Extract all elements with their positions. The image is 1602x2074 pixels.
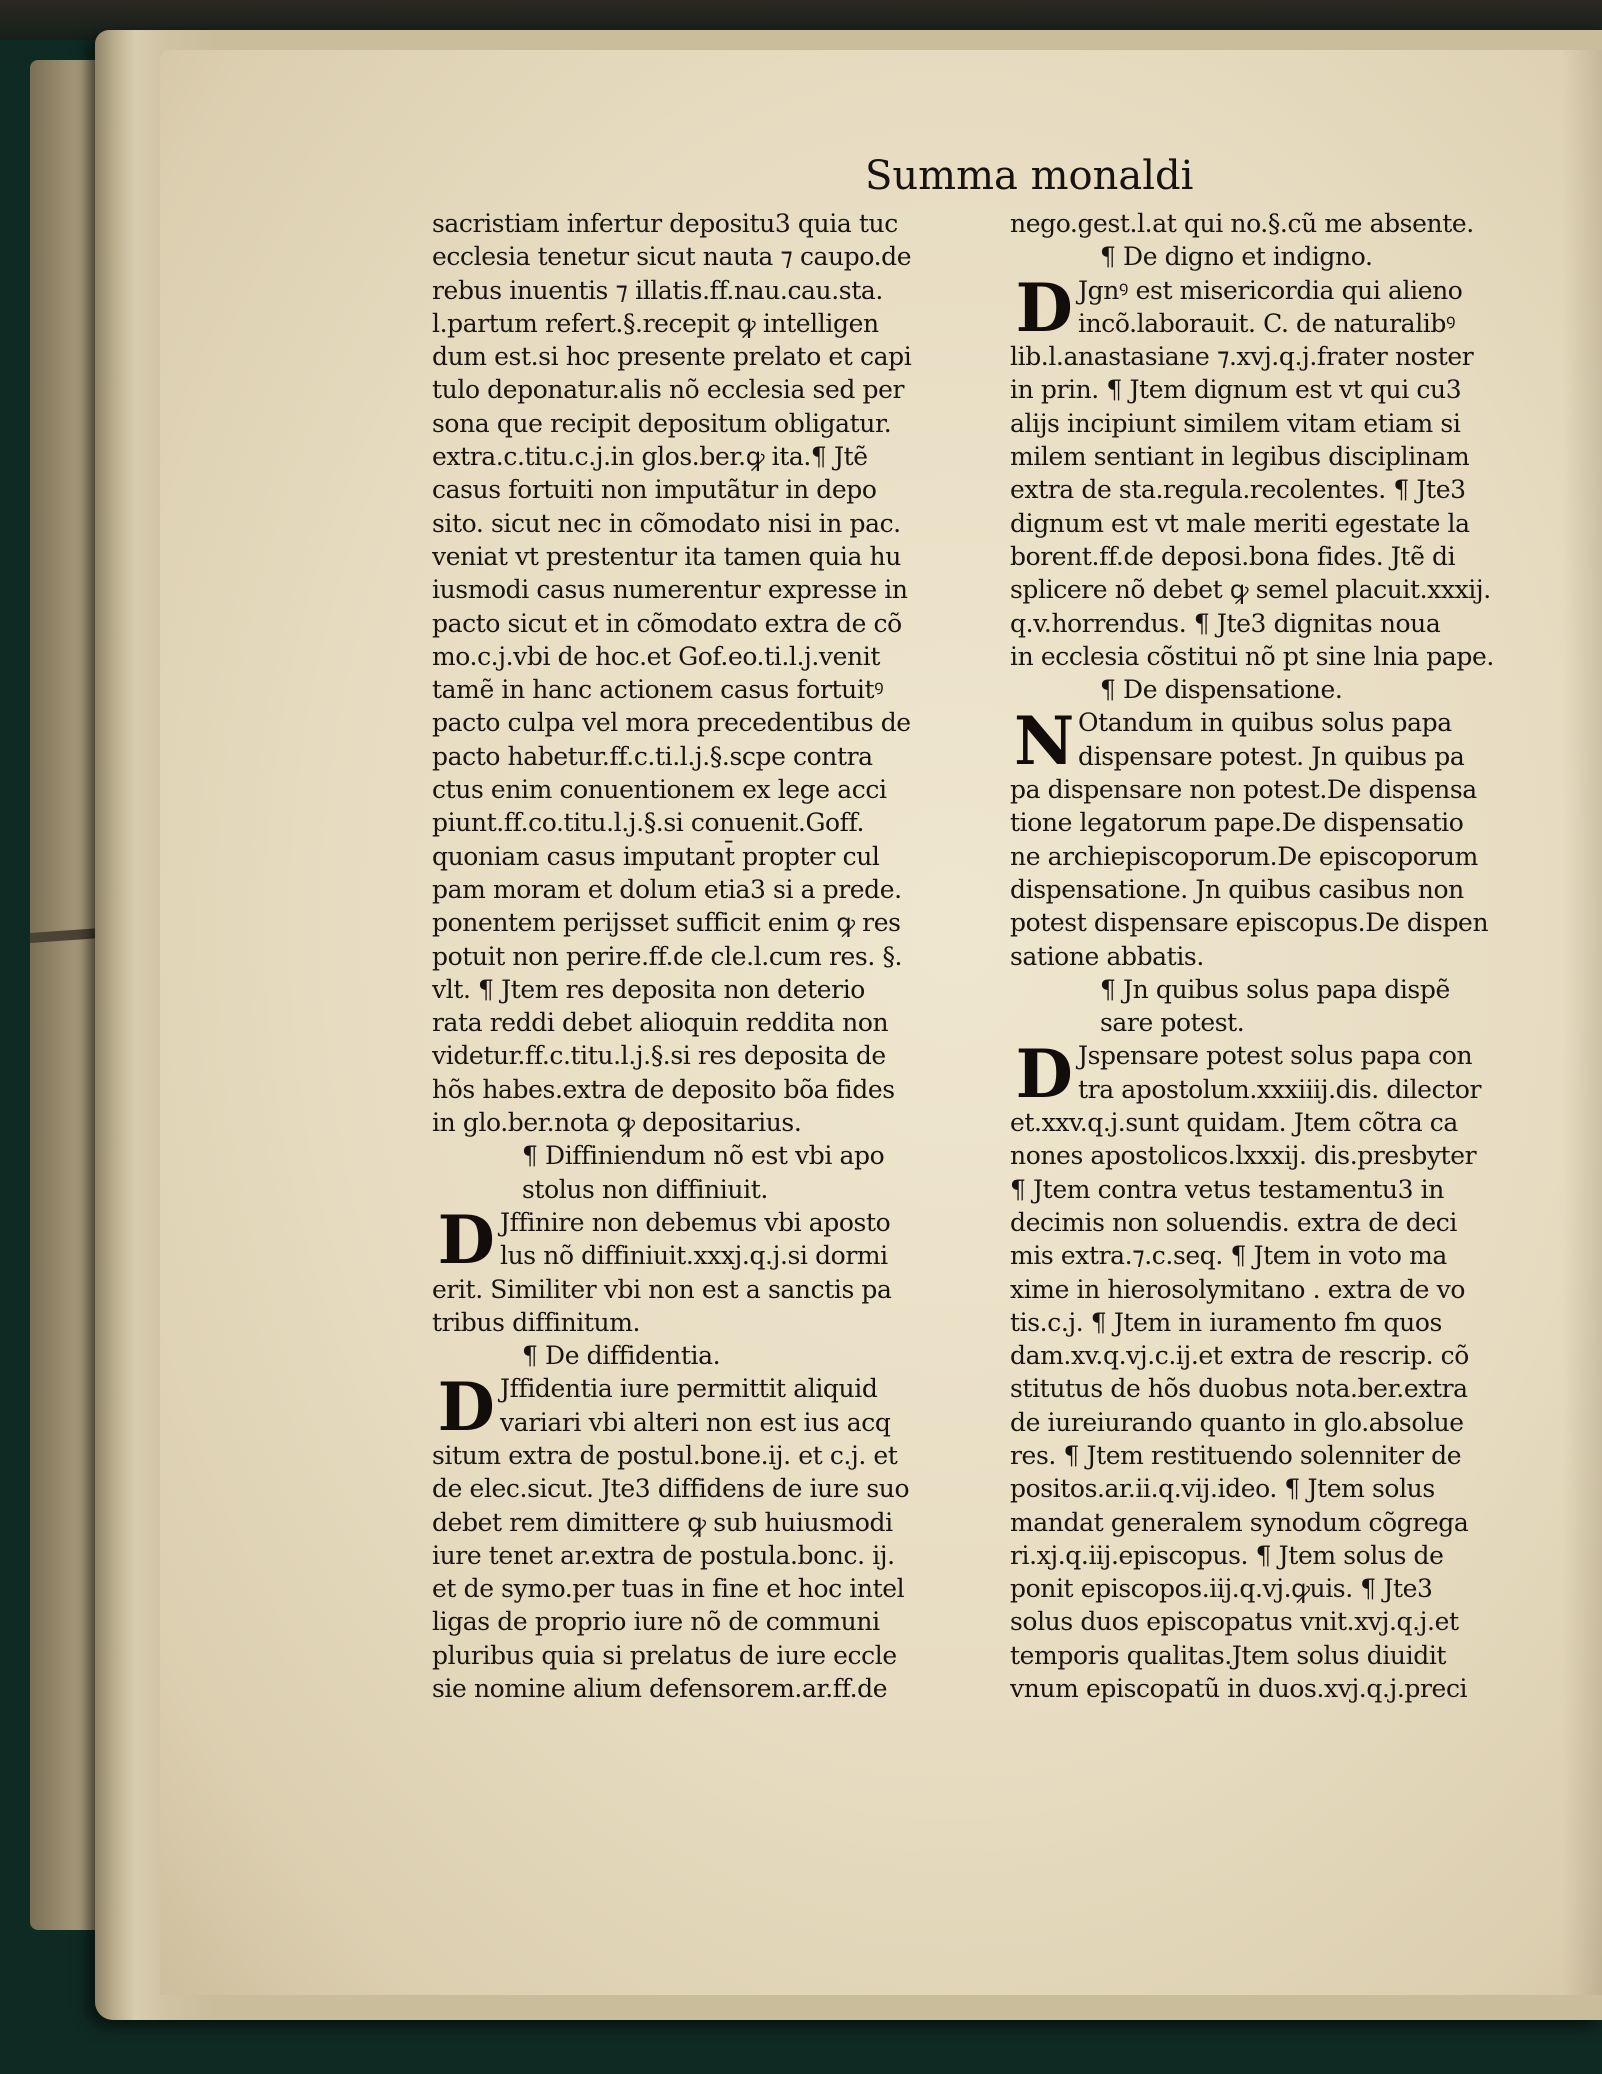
text-line: milem sentiant in legibus disciplinam bbox=[1010, 442, 1470, 472]
text-line: mandat generalem synodum cõgrega bbox=[1010, 1507, 1469, 1537]
text-line: xime in hierosolymitano . extra de vo bbox=[1010, 1274, 1465, 1304]
text-line: ri.xj.q.iij.episcopus. ¶ Jtem solus de bbox=[1010, 1540, 1444, 1570]
left-column bbox=[432, 207, 987, 1705]
text-line: de elec.sicut. Jte3 diffidens de iure suo bbox=[432, 1474, 910, 1504]
text-line: ¶ Jtem contra vetus testamentu3 in bbox=[1010, 1174, 1444, 1204]
text-line: dispensatione. Jn quibus casibus non bbox=[1010, 874, 1464, 904]
text-line: ligas de proprio iure nõ de communi bbox=[432, 1607, 880, 1637]
text-line: satione abbatis. bbox=[1010, 941, 1204, 971]
text-line: decimis non soluendis. extra de deci bbox=[1010, 1207, 1457, 1237]
text-line: tamẽ in hanc actionem casus fortuitꝰ bbox=[432, 675, 884, 705]
text-line: Jffidentia iure permittit aliquid bbox=[500, 1374, 878, 1404]
running-header: Summa monaldi bbox=[865, 153, 1194, 199]
text-line: hõs habes.extra de deposito bõa fides bbox=[432, 1074, 895, 1104]
text-line: borent.ff.de deposi.bona fides. Jtẽ di bbox=[1010, 541, 1456, 571]
text-line: mo.c.j.vbi de hoc.et Gof.eo.ti.l.j.venit bbox=[432, 641, 880, 671]
text-line: extra de sta.regula.recolentes. ¶ Jte3 bbox=[1010, 475, 1466, 505]
text-line: nones apostolicos.lxxxij. dis.presbyter bbox=[1010, 1141, 1477, 1171]
text-line: dum est.si hoc presente prelato et capi bbox=[432, 342, 912, 372]
text-line: lib.l.anastasiane ⁊.xvj.q.j.frater noster bbox=[1010, 342, 1474, 372]
text-line: situm extra de postul.bone.ij. et c.j. et bbox=[432, 1440, 898, 1470]
text-line: Jffinire non debemus vbi aposto bbox=[500, 1207, 891, 1237]
text-line: potuit non perire.ff.de cle.l.cum res. §. bbox=[432, 941, 903, 971]
section-heading: ¶ Jn quibus solus papa dispẽ bbox=[1100, 974, 1450, 1004]
section-heading: stolus non diffiniuit. bbox=[522, 1174, 768, 1204]
text-line: sie nomine alium defensorem.ar.ff.de bbox=[432, 1674, 888, 1704]
text-line: vlt. ¶ Jtem res deposita non deterio bbox=[432, 974, 865, 1004]
text-line: Otandum in quibus solus papa bbox=[1078, 708, 1452, 738]
text-line: tribus diffinitum. bbox=[432, 1307, 641, 1337]
text-line: sito. sicut nec in cõmodato nisi in pac. bbox=[432, 508, 901, 538]
text-line: q.v.horrendus. ¶ Jte3 dignitas noua bbox=[1010, 608, 1441, 638]
text-line: tra apostolum.xxxiiij.dis. dilector bbox=[1078, 1074, 1482, 1104]
text-line: pacto habetur.ff.c.ti.l.j.§.scpe contra bbox=[432, 741, 873, 771]
text-line: tis.c.j. ¶ Jtem in iuramento fm quos bbox=[1010, 1307, 1442, 1337]
text-line: tulo deponatur.alis nõ ecclesia sed per bbox=[432, 375, 905, 405]
text-line: erit. Similiter vbi non est a sanctis pa bbox=[432, 1274, 892, 1304]
text-line: stitutus de hõs duobus nota.ber.extra bbox=[1010, 1374, 1468, 1404]
text-line: splicere nõ debet ꝙ semel placuit.xxxij. bbox=[1010, 575, 1491, 605]
text-line: tione legatorum pape.De dispensatio bbox=[1010, 808, 1464, 838]
section-heading: sare potest. bbox=[1100, 1008, 1245, 1038]
text-line: ne archiepiscoporum.De episcoporum bbox=[1010, 841, 1478, 871]
text-line: ponit episcopos.iij.q.vj.ꝙuis. ¶ Jte3 bbox=[1010, 1574, 1433, 1604]
text-line: iusmodi casus numerentur expresse in bbox=[432, 575, 908, 605]
text-line: l.partum refert.§.recepit ꝙ intelligen bbox=[432, 308, 879, 338]
text-line: dignum est vt male meriti egestate la bbox=[1010, 508, 1470, 538]
initial-letter: D bbox=[1015, 1034, 1073, 1113]
text-line: videtur.ff.c.titu.l.j.§.si res deposita de bbox=[432, 1041, 886, 1071]
initial-letter: D bbox=[1015, 268, 1073, 347]
text-line: debet rem dimittere ꝙ sub huiusmodi bbox=[432, 1507, 893, 1537]
text-line: veniat vt prestentur ita tamen quia hu bbox=[432, 541, 901, 571]
text-line: variari vbi alteri non est ius acq bbox=[500, 1407, 891, 1437]
text-line: in prin. ¶ Jtem dignum est vt qui cu3 bbox=[1010, 375, 1462, 405]
text-line: et de symo.per tuas in fine et hoc intel bbox=[432, 1574, 905, 1604]
text-line: pluribus quia si prelatus de iure eccle bbox=[432, 1640, 897, 1670]
text-line: lus nõ diffiniuit.xxxj.q.j.si dormi bbox=[500, 1241, 888, 1271]
section-heading: ¶ De dispensatione. bbox=[1100, 675, 1343, 705]
text-line: Jgnꝰ est misericordia qui alieno bbox=[1078, 275, 1463, 305]
text-line: rebus inuentis ⁊ illatis.ff.nau.cau.sta. bbox=[432, 275, 883, 305]
text-line: positos.ar.ii.q.vij.ideo. ¶ Jtem solus bbox=[1010, 1474, 1435, 1504]
text-line: pam moram et dolum etia3 si a prede. bbox=[432, 874, 902, 904]
text-line: pa dispensare non potest.De dispensa bbox=[1010, 775, 1477, 805]
text-line: quoniam casus imputant̄ propter cul bbox=[432, 841, 880, 871]
text-line: pacto sicut et in cõmodato extra de cõ bbox=[432, 608, 902, 638]
text-line: sacristiam infertur depositu3 quia tuc bbox=[432, 209, 898, 238]
text-line: incõ.laborauit. C. de naturalibꝰ bbox=[1078, 308, 1456, 338]
text-line: ctus enim conuentionem ex lege acci bbox=[432, 775, 887, 805]
text-line: potest dispensare episcopus.De dispen bbox=[1010, 908, 1489, 938]
text-line: casus fortuiti non imputãtur in depo bbox=[432, 475, 877, 505]
text-line: Jspensare potest solus papa con bbox=[1078, 1041, 1473, 1071]
text-line: res. ¶ Jtem restituendo solenniter de bbox=[1010, 1440, 1462, 1470]
section-heading: ¶ Diffiniendum nõ est vbi apo bbox=[522, 1141, 885, 1171]
text-line: pacto culpa vel mora precedentibus de bbox=[432, 708, 911, 738]
text-line: alijs incipiunt similem vitam etiam si bbox=[1010, 408, 1461, 438]
text-line: piunt.ff.co.titu.l.j.§.si conuenit.Goff. bbox=[432, 808, 865, 838]
text-line: nego.gest.l.at qui no.§.cũ me absente. bbox=[1010, 209, 1474, 238]
text-line: sona que recipit depositum obligatur. bbox=[432, 408, 892, 438]
text-line: temporis qualitas.Jtem solus diuidit bbox=[1010, 1640, 1447, 1670]
section-heading: ¶ De diffidentia. bbox=[522, 1341, 721, 1371]
initial-letter: D bbox=[437, 1201, 495, 1279]
text-line: dam.xv.q.vj.c.ij.et extra de rescrip. cõ bbox=[1010, 1341, 1469, 1371]
text-line: solus duos episcopatus vnit.xvj.q.j.et bbox=[1010, 1607, 1459, 1637]
text-line: de iureiurando quanto in glo.absolue bbox=[1010, 1407, 1464, 1437]
text-line: iure tenet ar.extra de postula.bonc. ij. bbox=[432, 1540, 895, 1570]
section-heading: ¶ De digno et indigno. bbox=[1100, 242, 1373, 272]
text-line: et.xxv.q.j.sunt quidam. Jtem cõtra ca bbox=[1010, 1108, 1458, 1138]
text-line: in ecclesia cõstitui nõ pt sine lnia pape. bbox=[1010, 641, 1494, 671]
text-line: dispensare potest. Jn quibus pa bbox=[1078, 741, 1465, 771]
text-line: rata reddi debet alioquin reddita non bbox=[432, 1008, 889, 1038]
text-line: mis extra.⁊.c.seq. ¶ Jtem in voto ma bbox=[1010, 1241, 1447, 1271]
text-line: vnum episcopatũ in duos.xvj.q.j.preci bbox=[1010, 1674, 1468, 1704]
right-column bbox=[1010, 207, 1565, 1705]
initial-letter: D bbox=[437, 1367, 495, 1446]
text-line: ecclesia tenetur sicut nauta ⁊ caupo.de bbox=[432, 242, 912, 272]
text-line: extra.c.titu.c.j.in glos.ber.ꝙ ita.¶ Jtẽ bbox=[432, 442, 868, 472]
initial-letter: N bbox=[1014, 701, 1074, 780]
text-line: in glo.ber.nota ꝙ depositarius. bbox=[432, 1108, 802, 1138]
text-line: ponentem perijsset sufficit enim ꝙ res bbox=[432, 908, 901, 938]
